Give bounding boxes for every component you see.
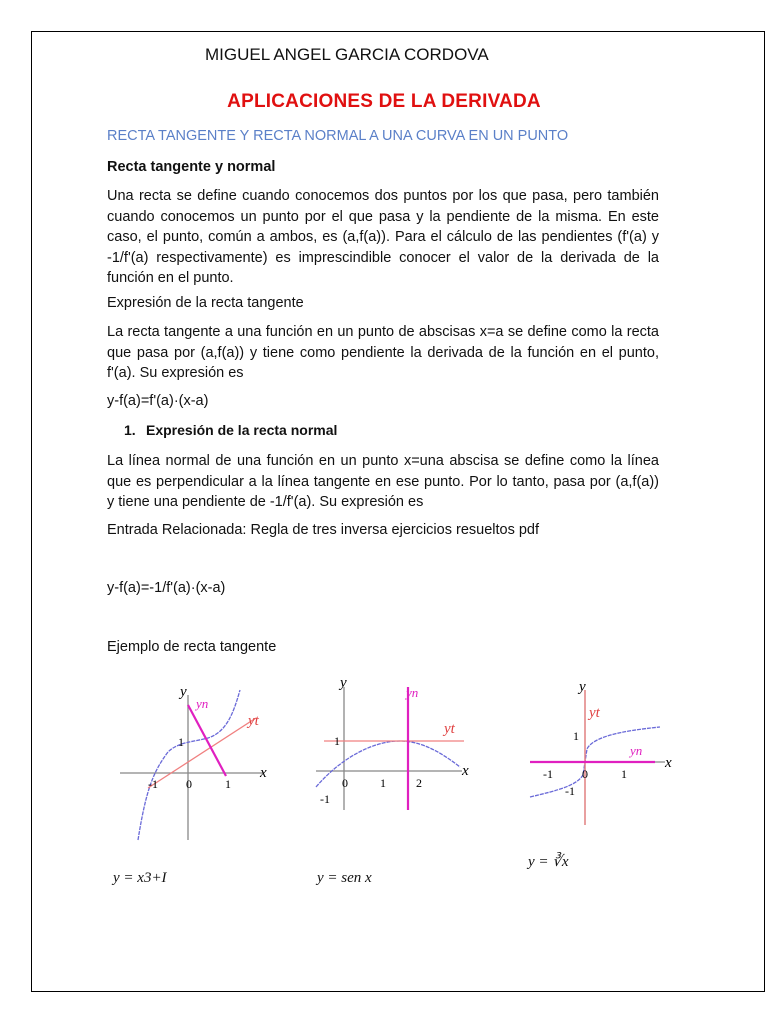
tangent-heading: Expresión de la recta tangente [107, 295, 304, 311]
figure-caption-cuberoot: y = ∛x [528, 854, 569, 870]
tick-one-y: 1 [178, 735, 184, 749]
section-subtitle: RECTA TANGENTE Y RECTA NORMAL A UNA CURVA EN UN PUNTO [107, 128, 569, 144]
tick-one-y: 1 [573, 729, 579, 743]
related-entry: Entrada Relacionada: Regla de tres inversa ejercicios resueltos pdf [107, 522, 540, 538]
normal-formula: y-f(a)=-1/f'(a)·(x-a) [107, 580, 226, 596]
figure-caption-cubic: y = x3+I [113, 870, 167, 886]
normal-heading-text: Expresión de la recta normal [146, 422, 338, 438]
tick-one-x: 1 [380, 776, 386, 790]
x-axis-label: x [665, 755, 672, 771]
cubic-curve [138, 690, 240, 840]
normal-heading [124, 422, 337, 438]
list-number: 1. [124, 422, 136, 438]
y-axis-label: y [579, 679, 586, 695]
tick-zero: 0 [342, 776, 348, 790]
tick-zero: 0 [186, 777, 192, 791]
tick-one-x: 1 [225, 777, 231, 791]
tangent-label: yt [589, 705, 600, 721]
tick-neg-one-x: -1 [543, 767, 553, 781]
normal-label: yn [196, 696, 209, 711]
tangent-line [148, 718, 256, 788]
figure-caption-sine: y = sen x [317, 870, 372, 886]
tangent-formula: y-f(a)=f'(a)·(x-a) [107, 393, 209, 409]
tangent-label: yt [444, 721, 455, 737]
figure-sine [312, 675, 482, 840]
document-title: APLICACIONES DE LA DERIVADA [227, 91, 541, 112]
tick-two-x: 2 [416, 776, 422, 790]
normal-paragraph: La línea normal de una función en un punto x=una abscisa se define como la línea que es perpendicular a la línea tangente en ese punto. Por lo tanto, pasa por (a,f(a)) y tiene una pendiente de -1/f'(a). Su expresión es [107, 453, 659, 510]
section-heading: Recta tangente y normal [107, 159, 276, 175]
normal-label: yn [406, 685, 419, 700]
normal-label: yn [630, 743, 643, 758]
tick-one-x: 1 [621, 767, 627, 781]
tick-neg-one-x: -1 [148, 777, 158, 791]
x-axis-label: x [462, 763, 469, 779]
tangent-label: yt [248, 713, 259, 729]
y-axis-label: y [180, 684, 187, 700]
x-axis-label: x [260, 765, 267, 781]
y-axis-label: y [340, 675, 347, 691]
intro-paragraph: Una recta se define cuando conocemos dos puntos por los que pasa, pero también cuando conocemos un punto por el que pasa y la pendiente de la misma. En este caso, el punto, común a ambos, es (a,f(a)). Para el cálculo de las pendientes (f'(a) y -1/f'(a) respectivamente) es imprescindible conocer el valor de la derivada de la función en el punto. [107, 188, 659, 286]
figure-cubic [108, 680, 288, 845]
tick-one-y: 1 [334, 734, 340, 748]
tick-neg-one-y: -1 [320, 792, 330, 806]
example-heading: Ejemplo de recta tangente [107, 639, 277, 655]
tangent-paragraph: La recta tangente a una función en un punto de abscisas x=a se define como la recta que pasa por (a,f(a)) y tiene como pendiente la derivada de la función en el punto, f'(a). Su expresión es [107, 324, 659, 381]
tick-neg-one-y: -1 [565, 784, 575, 798]
tick-zero: 0 [582, 767, 588, 781]
author-name: MIGUEL ANGEL GARCIA CORDOVA [205, 45, 489, 64]
figure-cuberoot [525, 675, 685, 830]
